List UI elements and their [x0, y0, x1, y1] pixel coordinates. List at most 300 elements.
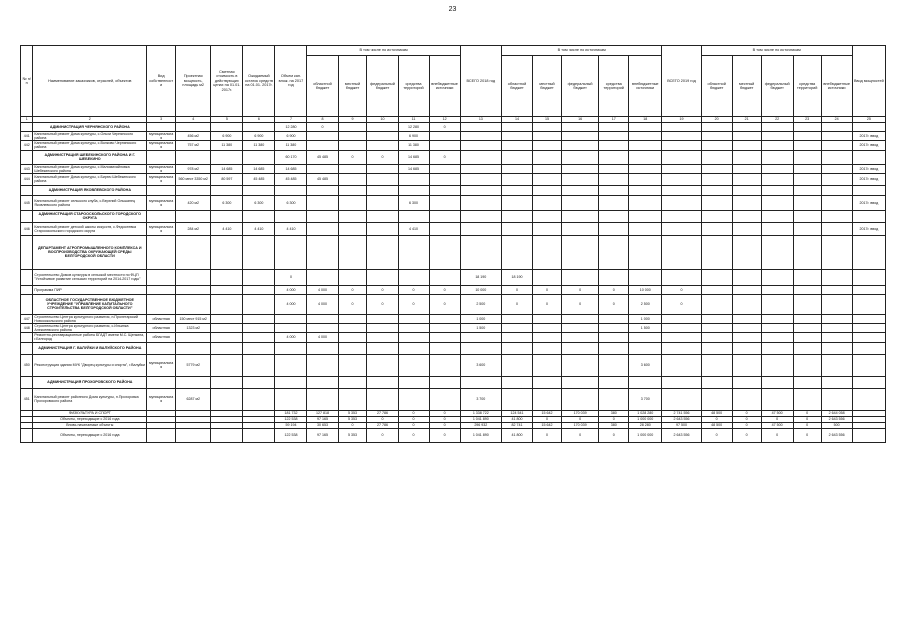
table-cell [852, 210, 885, 222]
table-cell: 3 600 [629, 354, 662, 376]
table-cell [307, 314, 338, 323]
table-cell [367, 185, 398, 195]
table-cell [821, 123, 852, 132]
table-cell [243, 314, 275, 323]
table-cell: 3 700 [460, 388, 501, 410]
col-header: ВСЕГО 2019 год [662, 46, 701, 117]
table-cell [732, 185, 761, 195]
table-cell [701, 222, 732, 235]
table-cell: 6 900 [398, 132, 429, 141]
table-cell [761, 235, 793, 269]
column-index: 24 [821, 117, 852, 123]
column-index: 3 [147, 117, 176, 123]
table-cell [502, 376, 533, 388]
table-cell [662, 388, 701, 410]
column-index: 9 [338, 117, 367, 123]
table-cell [307, 342, 338, 354]
total-row [21, 428, 886, 442]
table-cell: 0 [599, 428, 629, 442]
table-cell: 2 500 [460, 294, 501, 314]
column-index: 12 [429, 117, 460, 123]
table-cell [211, 324, 243, 333]
table-cell: 4 410 [398, 222, 429, 235]
column-index: 5 [211, 117, 243, 123]
table-cell [398, 354, 429, 376]
table-cell [821, 222, 852, 235]
table-cell: 27 786 [367, 410, 398, 416]
table-cell: 0 [367, 416, 398, 422]
table-cell [761, 141, 793, 150]
table-cell: 2 643 556 [821, 416, 852, 422]
table-cell [821, 132, 852, 141]
table-cell: 45 485 [307, 173, 338, 185]
table-cell [821, 269, 852, 285]
table-cell [367, 141, 398, 150]
table-cell [307, 195, 338, 210]
table-cell [502, 173, 533, 185]
table-cell [307, 132, 338, 141]
table-cell [761, 222, 793, 235]
table-cell: 1 500 [629, 324, 662, 333]
table-cell [147, 123, 176, 132]
table-cell [793, 173, 821, 185]
row-number: 444 [21, 173, 33, 185]
table-cell [533, 376, 562, 388]
table-row [21, 173, 886, 185]
table-cell [732, 173, 761, 185]
table-cell [761, 294, 793, 314]
table-cell [821, 342, 852, 354]
col-header: местный бюджет [732, 56, 761, 117]
table-cell [243, 123, 275, 132]
table-cell: 0 [429, 410, 460, 416]
table-cell: 1 338 722 [460, 410, 501, 416]
table-cell [821, 285, 852, 294]
table-cell [367, 388, 398, 410]
table-cell [429, 132, 460, 141]
table-cell: 14 685 [243, 164, 275, 173]
row-number: 441 [21, 132, 33, 141]
table-cell [176, 210, 211, 222]
col-header: Сметная стоимость в действующих ценах на 01.01. 2017г. [211, 46, 243, 117]
object-name: АДМИНИСТРАЦИЯ ШЕБЕКИНСКОГО РАЙОНА И Г. ШЕБЕКИНО [33, 150, 147, 164]
object-name: Ремонтно-реставрационные работы БГАДТ имени М.С. Щепкина, г.Белгород [33, 333, 147, 342]
table-cell: 0 [429, 123, 460, 132]
table-cell: 1 500 [460, 324, 501, 333]
table-cell [275, 342, 307, 354]
table-cell [599, 132, 629, 141]
table-cell [502, 222, 533, 235]
table-cell [662, 123, 701, 132]
table-cell [243, 324, 275, 333]
table-cell [701, 333, 732, 342]
table-cell [599, 185, 629, 195]
table-cell [211, 269, 243, 285]
table-cell: 10 000 [629, 285, 662, 294]
source-group-header: В том числе по источникам [701, 46, 852, 56]
table-cell: 1 041 890 [460, 428, 501, 442]
table-cell [793, 324, 821, 333]
section-row [21, 123, 886, 132]
table-cell [793, 342, 821, 354]
table-cell [211, 342, 243, 354]
source-group-header: В том числе по источникам [307, 46, 460, 56]
table-cell [629, 333, 662, 342]
table-cell [533, 314, 562, 323]
column-index: 14 [502, 117, 533, 123]
table-cell [147, 185, 176, 195]
table-cell [732, 388, 761, 410]
table-cell: 6 900 [211, 132, 243, 141]
table-cell [852, 185, 885, 195]
table-cell [211, 294, 243, 314]
object-name: Объекты, переходящие с 2016 года [33, 416, 147, 422]
col-header: местный бюджет [533, 56, 562, 117]
table-cell: 170 039 [561, 410, 598, 416]
table-cell: 14 685 [398, 164, 429, 173]
row-number [21, 210, 33, 222]
table-cell [338, 324, 367, 333]
object-name: АДМИНИСТРАЦИЯ СТАРООСКОЛЬСКОГО ГОРОДСКОГО ОКРУГА [33, 210, 147, 222]
table-cell [701, 173, 732, 185]
table-cell [176, 269, 211, 285]
table-cell [460, 164, 501, 173]
table-cell [275, 210, 307, 222]
table-cell: 0 [338, 150, 367, 164]
table-cell [429, 324, 460, 333]
table-cell: 296 932 [460, 422, 501, 428]
table-cell [502, 123, 533, 132]
table-cell: 0 [367, 294, 398, 314]
table-cell [502, 141, 533, 150]
table-cell [821, 354, 852, 376]
table-cell [275, 185, 307, 195]
table-cell: 14 685 [398, 150, 429, 164]
table-cell: 380 [599, 410, 629, 416]
col-header: федеральный бюджет [561, 56, 598, 117]
row-number [21, 185, 33, 195]
object-name: Капитальный ремонт районного Дома культуры, п.Прохоровка Прохоровского района [33, 388, 147, 410]
table-cell [793, 141, 821, 150]
table-cell [629, 235, 662, 269]
section-row [21, 342, 886, 354]
column-index: 2 [33, 117, 147, 123]
table-cell [398, 314, 429, 323]
table-cell: областная [147, 324, 176, 333]
table-cell [732, 342, 761, 354]
column-index: 13 [460, 117, 501, 123]
object-name: Капитальный ремонт Дома культуры, с.Маломихайловка Шебекинского района [33, 164, 147, 173]
table-cell: 0 [732, 428, 761, 442]
table-cell: 5 353 [338, 428, 367, 442]
table-cell [599, 210, 629, 222]
table-cell [243, 388, 275, 410]
table-cell [429, 222, 460, 235]
table-cell [561, 354, 598, 376]
col-header: местный бюджет [338, 56, 367, 117]
table-cell [338, 195, 367, 210]
section-row [21, 150, 886, 164]
table-cell [599, 354, 629, 376]
column-index: 21 [732, 117, 761, 123]
table-cell [429, 141, 460, 150]
col-header: средства территорий [793, 56, 821, 117]
table-cell [502, 150, 533, 164]
table-cell: 1323 м2 [176, 324, 211, 333]
table-cell [629, 195, 662, 210]
table-cell [662, 141, 701, 150]
table-cell: 80 597 [211, 173, 243, 185]
table-cell [761, 354, 793, 376]
table-cell [460, 123, 501, 132]
table-cell: 500 [821, 422, 852, 428]
table-cell [398, 269, 429, 285]
table-cell [211, 376, 243, 388]
object-name: Капитальный ремонт Дома культуры, с.Волково Чернянского района [33, 141, 147, 150]
row-number: 451 [21, 388, 33, 410]
table-cell [852, 123, 885, 132]
table-cell [852, 333, 885, 342]
table-cell: 47 500 [761, 410, 793, 416]
table-cell: 97 500 [662, 422, 701, 428]
table-cell: 0 [561, 285, 598, 294]
table-row [21, 222, 886, 235]
table-cell: муниципальная [147, 222, 176, 235]
table-cell [561, 195, 598, 210]
column-index: 25 [852, 117, 885, 123]
col-header: Наименование заказчиков, отраслей, объектов [33, 46, 147, 117]
table-cell [761, 185, 793, 195]
table-cell [429, 164, 460, 173]
table-cell: 10 000 [460, 285, 501, 294]
table-cell [701, 123, 732, 132]
table-cell: 3 700 [629, 388, 662, 410]
table-cell [243, 342, 275, 354]
row-number: 442 [21, 141, 33, 150]
object-name: Капитальный ремонт Дома культуры, с.Ольхи Чернянского района [33, 132, 147, 141]
table-cell: 124 541 [502, 410, 533, 416]
table-cell [599, 388, 629, 410]
table-cell [211, 285, 243, 294]
table-cell: 0 [662, 285, 701, 294]
table-cell [338, 164, 367, 173]
table-cell [502, 210, 533, 222]
section-row [21, 376, 886, 388]
table-cell [243, 428, 275, 442]
table-cell [176, 342, 211, 354]
table-cell [338, 185, 367, 195]
table-cell: 6 300 [211, 195, 243, 210]
table-cell [852, 428, 885, 442]
table-cell [701, 342, 732, 354]
table-cell: муниципальная [147, 388, 176, 410]
table-cell: 11 380 [243, 141, 275, 150]
table-cell [561, 388, 598, 410]
table-cell [147, 269, 176, 285]
table-cell: 6 300 [398, 195, 429, 210]
column-index: 11 [398, 117, 429, 123]
table-cell: 0 [307, 123, 338, 132]
table-cell [852, 314, 885, 323]
table-cell: 0 [429, 416, 460, 422]
table-cell [243, 185, 275, 195]
table-cell: 41 800 [502, 428, 533, 442]
table-cell [533, 354, 562, 376]
row-number: 446 [21, 222, 33, 235]
table-cell: 456 м2 [176, 132, 211, 141]
table-cell [701, 210, 732, 222]
column-index: 1 [21, 117, 33, 123]
table-cell [429, 210, 460, 222]
table-cell [211, 210, 243, 222]
table-cell [561, 132, 598, 141]
table-cell: 6 300 [275, 195, 307, 210]
table-cell [793, 285, 821, 294]
table-cell [701, 195, 732, 210]
table-cell: 0 [701, 428, 732, 442]
table-cell [732, 150, 761, 164]
table-cell [793, 185, 821, 195]
table-cell [599, 269, 629, 285]
object-name: Строительство Центра культурного развития, п.Пролетарский Новооскольского района [33, 314, 147, 323]
table-cell [147, 150, 176, 164]
table-cell [429, 333, 460, 342]
table-cell [533, 173, 562, 185]
table-cell [561, 210, 598, 222]
table-cell [367, 222, 398, 235]
col-header: Ожидаемый остаток средств на 01.01. 2017г. [243, 46, 275, 117]
table-cell [732, 354, 761, 376]
col-header: федеральный бюджет [367, 56, 398, 117]
table-cell [732, 324, 761, 333]
table-cell [821, 210, 852, 222]
table-cell [398, 210, 429, 222]
table-cell: 0 [561, 416, 598, 422]
object-name: АДМИНИСТРАЦИЯ ЯКОВЛЕВСКОГО РАЙОНА [33, 185, 147, 195]
row-number [21, 342, 33, 354]
table-cell: 0 [398, 410, 429, 416]
table-cell [429, 354, 460, 376]
table-cell: 0 [599, 294, 629, 314]
table-cell: 0 [533, 428, 562, 442]
table-cell: 0 [732, 416, 761, 422]
table-cell: 0 [429, 285, 460, 294]
table-cell [338, 210, 367, 222]
table-cell [561, 314, 598, 323]
table-cell: 0 [398, 285, 429, 294]
table-cell [367, 333, 398, 342]
table-cell: 0 [398, 428, 429, 442]
col-header: внебюджетные источники [629, 56, 662, 117]
table-row [21, 195, 886, 210]
table-cell: 6287 м2 [176, 388, 211, 410]
column-index: 20 [701, 117, 732, 123]
table-cell: 0 [793, 410, 821, 416]
page-number: 23 [448, 6, 457, 13]
table-cell [793, 150, 821, 164]
object-name: Строительство Центра культурного развития, с.Ильинка Алексеевского района [33, 324, 147, 333]
table-row [21, 164, 886, 173]
table-cell: 14 685 [211, 164, 243, 173]
table-cell [793, 123, 821, 132]
table-cell [599, 324, 629, 333]
table-cell: 2 643 556 [662, 416, 701, 422]
col-header: Вид собственности [147, 46, 176, 117]
row-number [21, 428, 33, 442]
table-cell [599, 123, 629, 132]
table-cell [502, 195, 533, 210]
table-cell [338, 269, 367, 285]
table-cell: 2 500 [629, 294, 662, 314]
table-row [21, 388, 886, 410]
table-cell [429, 269, 460, 285]
table-cell [211, 123, 243, 132]
table-cell: 0 [502, 294, 533, 314]
table-cell [701, 269, 732, 285]
investment-table [20, 45, 886, 443]
table-cell: муниципальная [147, 173, 176, 185]
table-cell [338, 141, 367, 150]
table-cell [561, 333, 598, 342]
table-cell: 48 500 [701, 410, 732, 416]
table-cell [732, 141, 761, 150]
column-index: 6 [243, 117, 275, 123]
table-cell [732, 333, 761, 342]
table-cell [761, 269, 793, 285]
table-cell [599, 342, 629, 354]
table-cell [629, 150, 662, 164]
table-cell: 2017г. ввод [852, 173, 885, 185]
table-cell [629, 210, 662, 222]
table-cell [502, 333, 533, 342]
table-cell: 2017г. ввод [852, 195, 885, 210]
row-number [21, 150, 33, 164]
table-cell [821, 195, 852, 210]
table-cell: 4 000 [307, 285, 338, 294]
table-cell [338, 173, 367, 185]
table-cell: 5 353 [338, 416, 367, 422]
table-cell [398, 235, 429, 269]
table-cell [793, 132, 821, 141]
table-cell: 97 165 [307, 416, 338, 422]
table-cell: 0 [398, 416, 429, 422]
table-cell: 0 [662, 294, 701, 314]
table-cell [732, 123, 761, 132]
table-cell: 0 [429, 294, 460, 314]
table-cell [852, 294, 885, 314]
table-cell [629, 342, 662, 354]
table-cell [243, 285, 275, 294]
table-cell: областная [147, 333, 176, 342]
table-cell [533, 164, 562, 173]
table-cell [367, 376, 398, 388]
table-cell [533, 333, 562, 342]
col-header: № п/п [21, 46, 33, 117]
table-cell [429, 376, 460, 388]
table-cell [147, 210, 176, 222]
section-row [21, 210, 886, 222]
table-cell: 4 000 [275, 285, 307, 294]
table-cell [761, 314, 793, 323]
table-cell [460, 210, 501, 222]
table-cell: 45 485 [307, 150, 338, 164]
object-name: Объекты, переходящие с 2016 года [33, 428, 147, 442]
table-cell [147, 428, 176, 442]
table-cell [367, 132, 398, 141]
table-row [21, 132, 886, 141]
table-cell [561, 222, 598, 235]
table-cell [533, 388, 562, 410]
